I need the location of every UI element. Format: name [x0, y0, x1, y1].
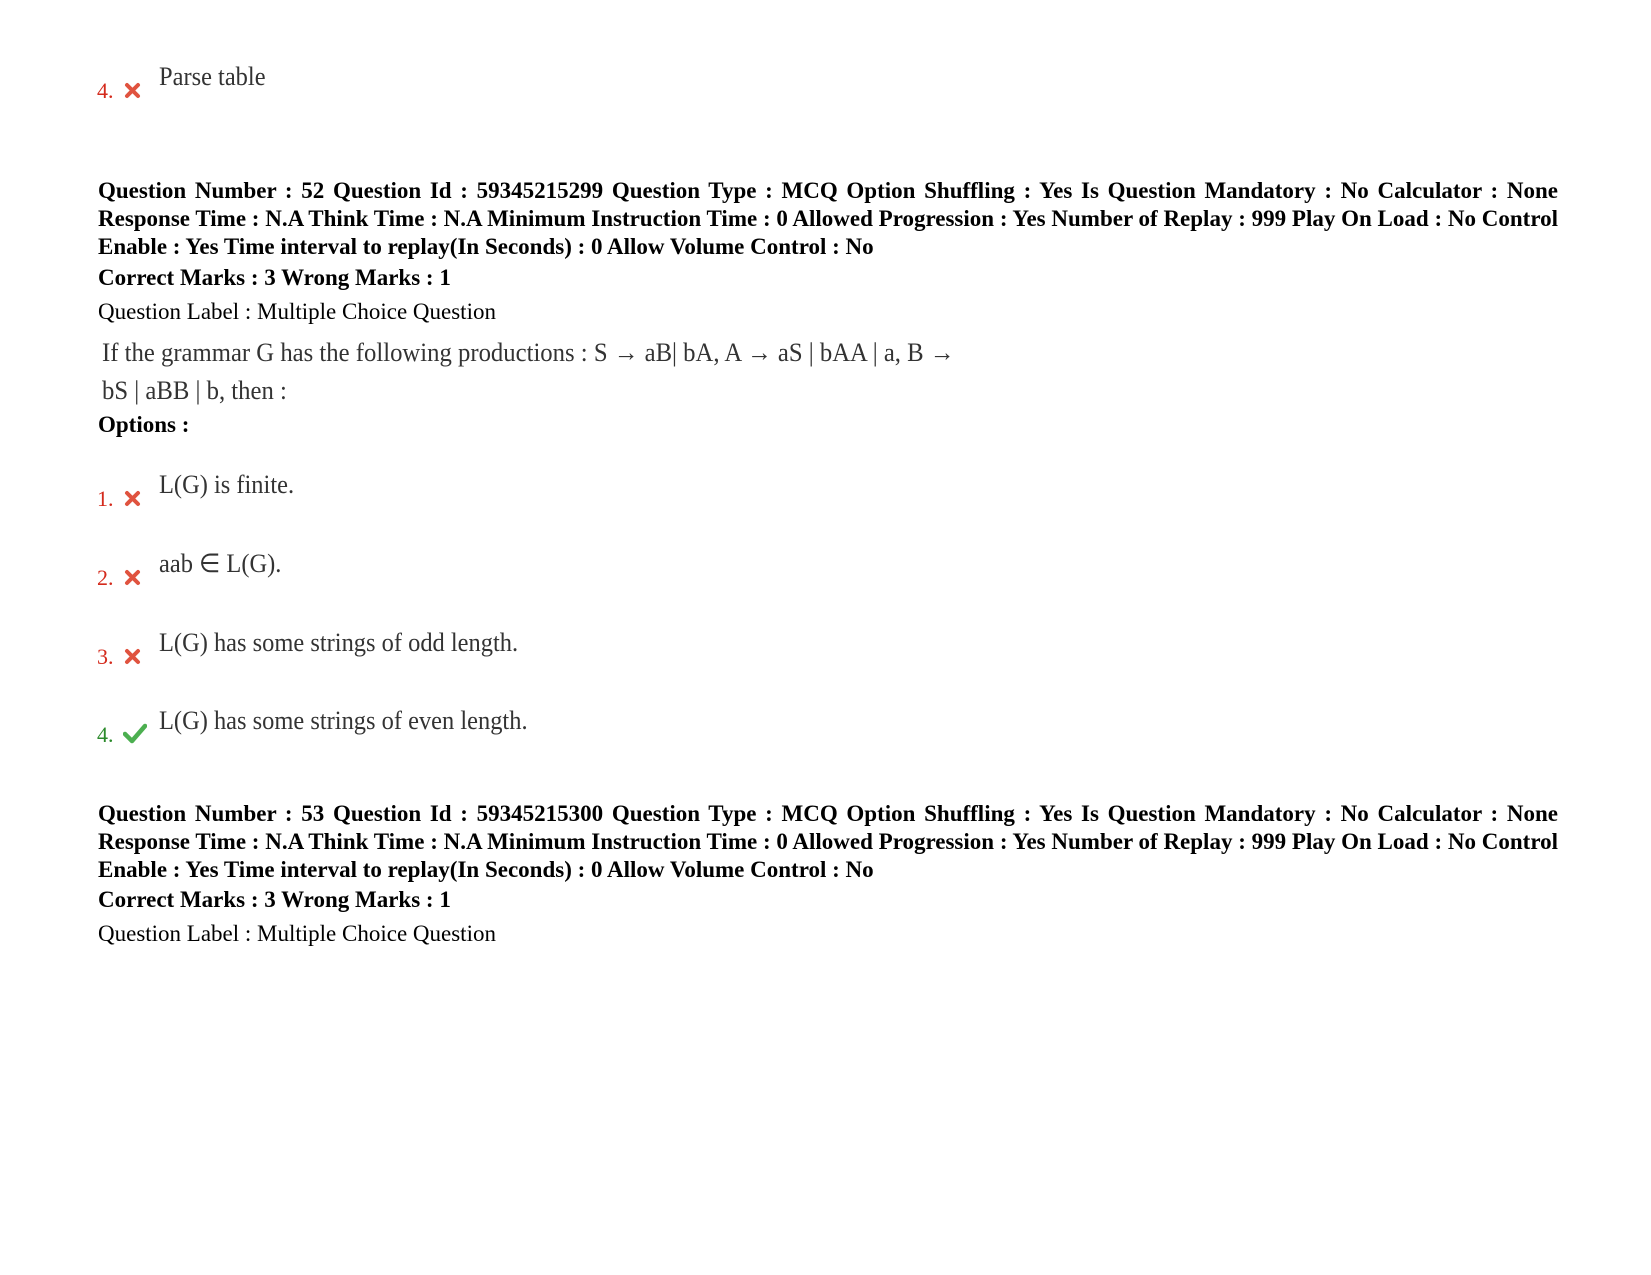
option-text: Parse table: [159, 62, 266, 91]
cross-icon: [123, 646, 143, 666]
cross-icon: [123, 567, 143, 587]
option-number: 1.: [97, 486, 114, 511]
cross-icon: [123, 488, 143, 508]
question-52-marks: Correct Marks : 3 Wrong Marks : 1: [98, 265, 451, 290]
option-number: 4.: [97, 78, 114, 103]
option-text: L(G) has some strings of odd length.: [159, 628, 519, 657]
q52-option-3: [97, 628, 997, 668]
cross-icon: [123, 80, 143, 100]
question-53-marks: Correct Marks : 3 Wrong Marks : 1: [98, 887, 451, 912]
question-text-line: bS | aBB | b, then :: [102, 376, 287, 405]
q52-option-4: [97, 706, 997, 746]
question-53-label: Question Label : Multiple Choice Question: [98, 921, 496, 946]
question-52-label: Question Label : Multiple Choice Question: [98, 299, 496, 324]
prev-option-4: [97, 62, 997, 102]
option-number: 2.: [97, 565, 114, 590]
q52-option-1: [97, 470, 997, 510]
question-text-line: If the grammar G has the following productions : S → aB| bA, A → aS | bAA | a, B →: [102, 338, 955, 367]
check-icon: [123, 722, 147, 744]
option-text: L(G) is finite.: [159, 470, 295, 499]
question-52-text: [102, 334, 1147, 410]
option-number: 4.: [97, 722, 114, 747]
option-text: aab ∈ L(G).: [159, 549, 282, 578]
q52-option-2: [97, 549, 997, 589]
option-number: 3.: [97, 644, 114, 669]
question-52-meta: Question Number : 52 Question Id : 59345215299 Question Type : MCQ Option Shuffling : Yes Is Question Mandatory : No Calculator : None Response Time : N.A Think Time : N.A Minimum Instruction Time : 0 Allowed Progression : Yes Number of Replay : 999 Play On Load : No Control Enable : Yes Time interval to replay(In Seconds) : 0 Allow Volume Control : No: [98, 178, 1558, 259]
question-53-meta: Question Number : 53 Question Id : 59345215300 Question Type : MCQ Option Shuffling : Yes Is Question Mandatory : No Calculator : None Response Time : N.A Think Time : N.A Minimum Instruction Time : 0 Allowed Progression : Yes Number of Replay : 999 Play On Load : No Control Enable : Yes Time interval to replay(In Seconds) : 0 Allow Volume Control : No: [98, 801, 1558, 882]
options-heading: Options :: [98, 412, 190, 437]
option-text: L(G) has some strings of even length.: [159, 706, 528, 735]
